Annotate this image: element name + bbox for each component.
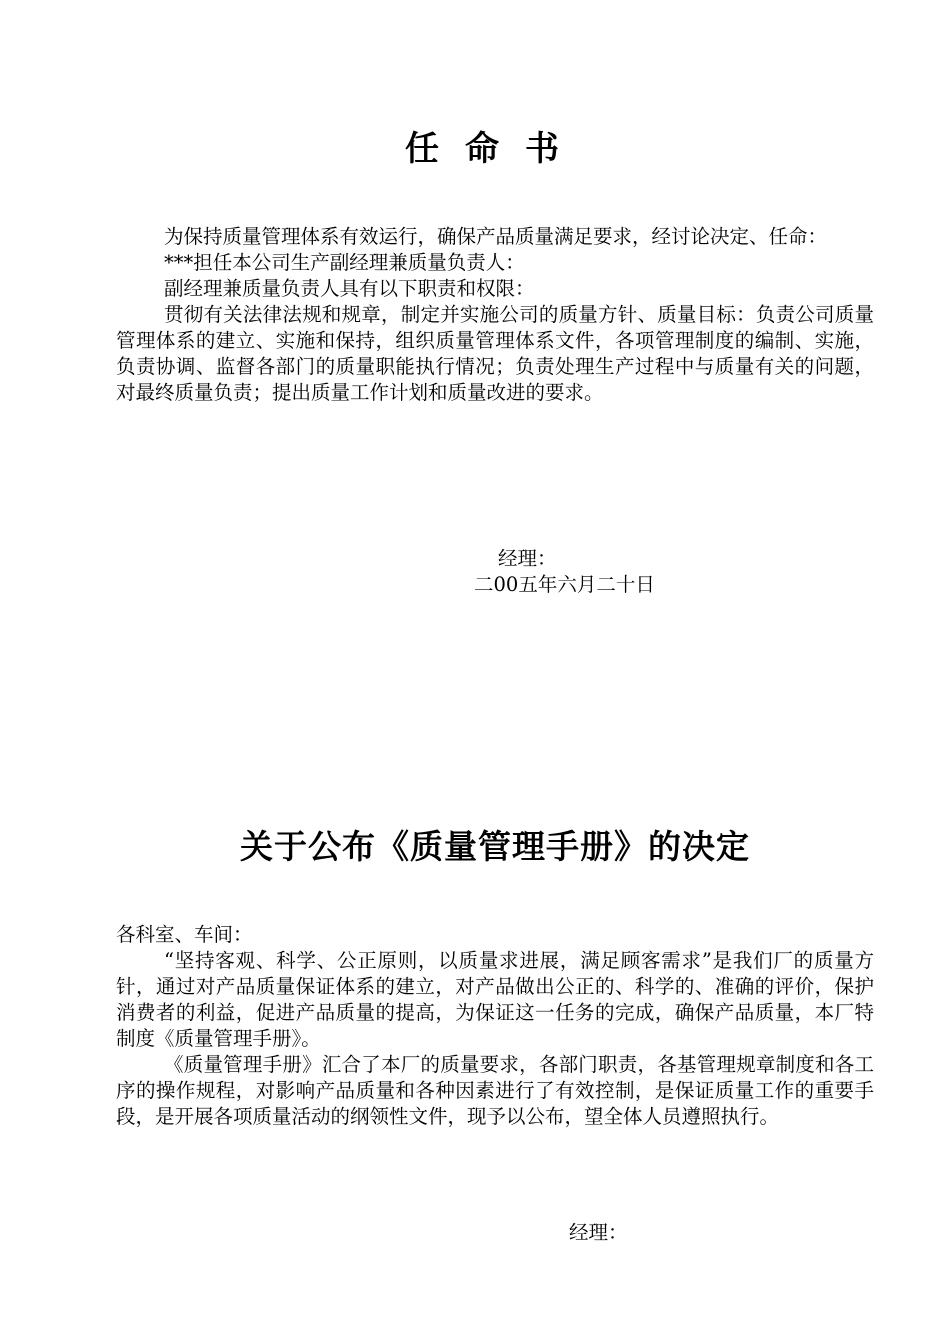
decision-title: 关于公布《质量管理手册》的决定 [240,827,750,866]
appointment-body [116,224,874,406]
decision-body [116,922,874,1130]
appointment-paragraph-1: 为保持质量管理体系有效运行，确保产品质量满足要求，经讨论决定、任命： [164,225,828,248]
appointment-date: 二00五年六月二十日 [474,573,655,596]
decision-signer-label: 经理： [569,1221,628,1244]
appointment-paragraph-4: 贯彻有关法律法规和规章，制定并实施公司的质量方针、质量目标：负责公司质量管理体系的建立、实施和保持，组织质量管理体系文件，各项管理制度的编制、实施，负责协调、监督各部门的质量职能执行情况；负责处理生产过程中与质量有关的问题，对最终质量负责；提出质量工作计划和质量改进的要求。 [116,303,874,404]
appointment-paragraph-2: ***担任本公司生产副经理兼质量负责人： [164,251,525,274]
appointment-paragraph-3: 副经理兼质量负责人具有以下职责和权限： [164,277,535,300]
decision-salutation: 各科室、车间： [116,923,253,946]
decision-paragraph-1: “坚持客观、科学、公正原则，以质量求进展，满足顾客需求”是我们厂的质量方针，通过对产品质量保证体系的建立，对产品做出公正的、科学的、准确的评价，保护消费者的利益，促进产品质量的提高，为保证这一任务的完成，确保产品质量，本厂特制度《质量管理手册》。 [116,949,874,1050]
appointment-title: 任命书 [405,129,585,169]
decision-paragraph-2: 《质量管理手册》汇合了本厂的质量要求，各部门职责，各基管理规章制度和各工序的操作规程，对影响产品质量和各种因素进行了有效控制，是保证质量工作的重要手段，是开展各项质量活动的纲领性文件，现予以公布，望全体人员遵照执行。 [116,1053,874,1128]
appointment-signer-label: 经理： [498,547,557,570]
